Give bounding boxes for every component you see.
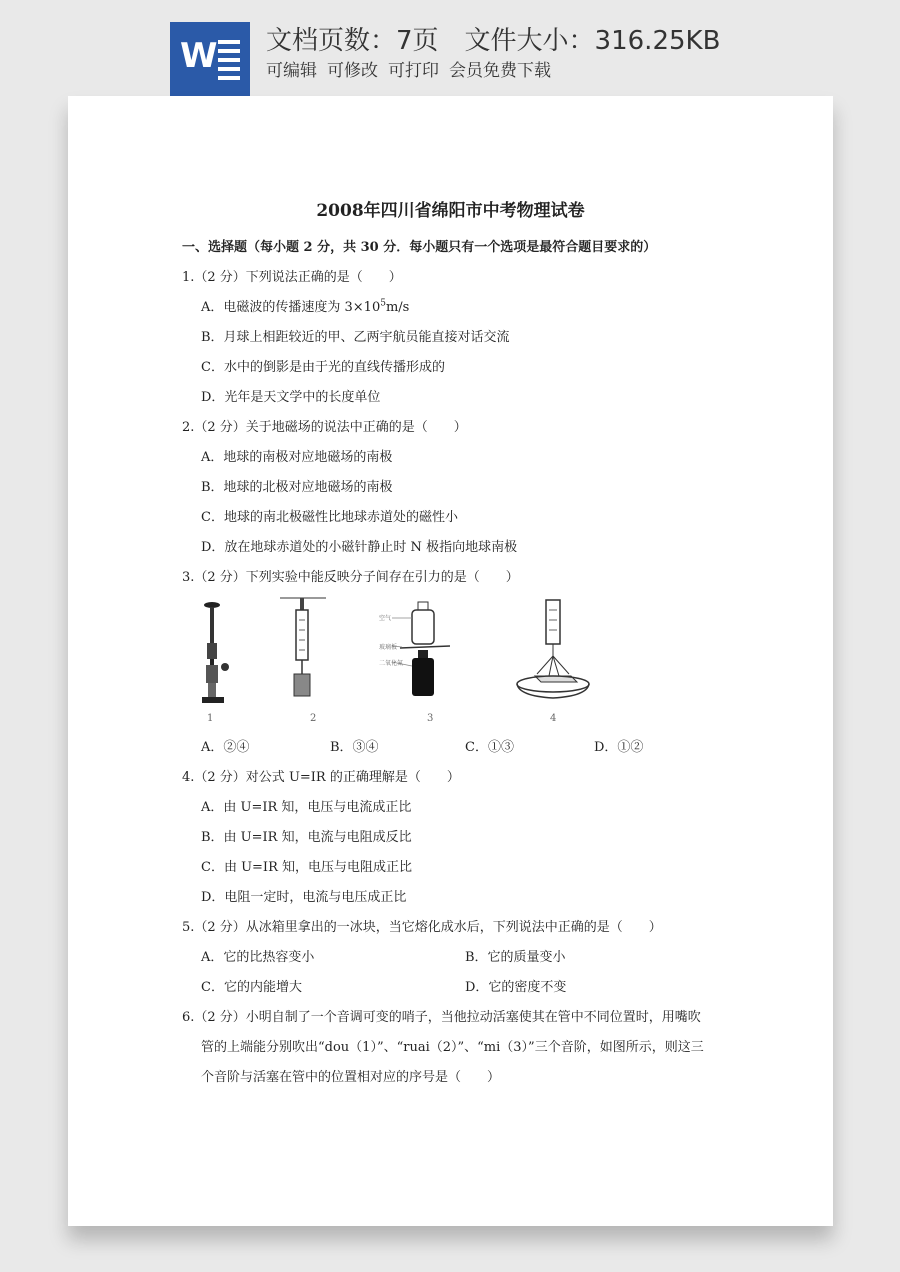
question-5-option-a: A．它的比热容变小 (201, 950, 315, 965)
question-1-option-c: C．水中的倒影是由于光的直线传播形成的 (201, 360, 445, 375)
figure-4-label: 4 (550, 713, 557, 724)
exponent: 5 (380, 298, 386, 309)
question-6-line-2: 管的上端能分别吹出“dou（1）”、“ruai（2）”、“mi（3）”三个音阶，如图所示，则这三 (201, 1040, 704, 1055)
feature-list (266, 56, 551, 81)
question-2-stem: 2.（2 分）关于地磁场的说法中正确的是（ ） (182, 420, 467, 435)
document-page (68, 96, 833, 1226)
figure-1-label: 1 (207, 713, 214, 724)
feature-printable: 可打印 (388, 61, 439, 81)
question-4-option-c: C．由 U=IR 知，电压与电阻成正比 (201, 860, 412, 875)
section-heading: 一、选择题（每小题 2 分，共 30 分．每小题只有一个选项是最符合题目要求的） (182, 240, 657, 255)
page-count: 文档页数：7页 (266, 26, 439, 56)
question-3-stem: 3.（2 分）下列实验中能反映分子间存在引力的是（ ） (182, 570, 519, 585)
experiment-figure-1 (196, 601, 236, 711)
question-2-option-c: C．地球的南北极磁性比地球赤道处的磁性小 (201, 510, 458, 525)
question-2-option-b: B．地球的北极对应地磁场的南极 (201, 480, 393, 495)
question-1-option-b: B．月球上相距较近的甲、乙两宇航员能直接对话交流 (201, 330, 510, 345)
experiment-figure-4 (513, 596, 593, 711)
feature-modifiable: 可修改 (327, 61, 378, 81)
question-4-stem: 4.（2 分）对公式 U=IR 的正确理解是（ ） (182, 770, 460, 785)
question-4-option-a: A．由 U=IR 知，电压与电流成正比 (201, 800, 412, 815)
figure-3-glass-label: 玻璃板 (379, 644, 398, 651)
question-6-line-3: 个音阶与活塞在管中的位置相对应的序号是（ ） (201, 1070, 501, 1085)
question-3-option-b: B．③④ (330, 740, 379, 755)
feature-editable: 可编辑 (266, 61, 317, 81)
question-5-stem: 5.（2 分）从冰箱里拿出的一冰块，当它熔化成水后，下列说法中正确的是（ ） (182, 920, 662, 935)
question-2-option-a: A．地球的南极对应地磁场的南极 (201, 450, 393, 465)
banner (0, 0, 900, 96)
question-3-option-d: D．①② (594, 740, 644, 755)
feature-free-download: 会员免费下载 (449, 61, 551, 81)
file-size: 文件大小：316.25KB (464, 26, 721, 56)
question-2-option-d: D．放在地球赤道处的小磁针静止时 N 极指向地球南极 (201, 540, 518, 555)
word-document-icon (170, 22, 250, 96)
figure-3-air-label: 空气 (379, 615, 392, 622)
page-title: 2008年四川省绵阳市中考物理试卷 (316, 201, 585, 221)
file-info (266, 20, 720, 57)
text-lines-icon (218, 40, 240, 85)
experiment-figure-3 (378, 596, 468, 711)
question-3-option-a: A．②④ (201, 740, 250, 755)
question-5-option-c: C．它的内能增大 (201, 980, 302, 995)
option-a-unit: m/s (385, 300, 410, 315)
option-a-text: A．电磁波的传播速度为 3×10 (201, 300, 381, 315)
experiment-figure-2 (278, 596, 328, 711)
question-5-option-d: D．它的密度不变 (465, 980, 567, 995)
figure-3-gas-label: 二氧化氮 (379, 660, 404, 667)
question-3-option-c: C．①③ (465, 740, 514, 755)
word-logo-letter: W (180, 36, 218, 76)
question-4-option-b: B．由 U=IR 知，电流与电阻成反比 (201, 830, 412, 845)
figure-2-label: 2 (310, 713, 317, 724)
question-5-option-b: B．它的质量变小 (465, 950, 566, 965)
question-6-line-1: 6.（2 分）小明自制了一个音调可变的哨子，当他拉动活塞使其在管中不同位置时，用嘴吹 (182, 1010, 701, 1025)
question-1-option-d: D．光年是天文学中的长度单位 (201, 390, 381, 405)
question-1-option-a (201, 296, 409, 315)
question-1-stem: 1.（2 分）下列说法正确的是（ ） (182, 270, 402, 285)
question-4-option-d: D．电阻一定时，电流与电压成正比 (201, 890, 407, 905)
figure-3-label: 3 (427, 713, 434, 724)
